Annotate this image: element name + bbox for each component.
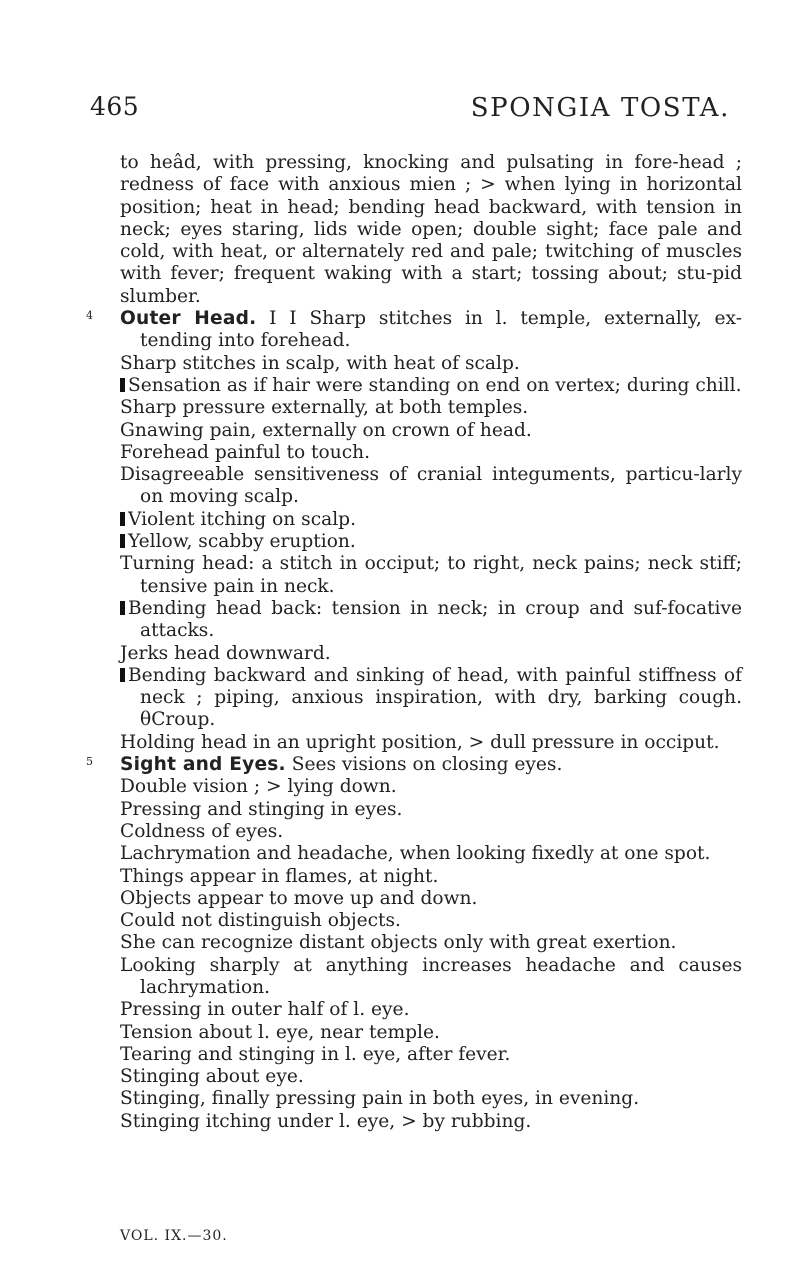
- text-paragraph: [120, 866, 742, 888]
- section-heading: Outer Head.: [120, 308, 257, 330]
- paragraph-text: Gnawing pain, externally on crown of head.: [120, 419, 532, 441]
- paragraph-text: Yellow, scabby eruption.: [128, 531, 356, 553]
- rubric-mark: I I: [269, 308, 297, 330]
- text-paragraph: [120, 1066, 742, 1088]
- emphasis-bar-icon: [120, 378, 125, 392]
- paragraph-text: Violent itching on scalp.: [128, 508, 356, 530]
- running-title: SPONGIA TOSTA.: [470, 93, 730, 123]
- text-paragraph: [120, 553, 742, 598]
- page-number: 465: [90, 92, 140, 121]
- text-paragraph: [120, 932, 742, 954]
- text-paragraph: [120, 821, 742, 843]
- emphasis-bar-icon: [120, 534, 125, 548]
- section-paragraph: 4 Outer Head. I I Sharp stitches in l. temple, externally, ex-tending into forehead.: [86, 308, 742, 352]
- paragraph-text: Bending head back: tension in neck; in croup and suf-focative attacks.: [128, 597, 742, 642]
- paragraph-text: Sensation as if hair were standing on end on vertex; during chill.: [128, 374, 742, 396]
- text-paragraph: [120, 776, 742, 798]
- text-paragraph: [120, 999, 742, 1021]
- paragraph-text: Could not distinguish objects.: [120, 910, 401, 932]
- paragraph-text: Forehead painful to touch.: [120, 441, 370, 463]
- emphasis-bar-icon: [120, 512, 125, 526]
- text-paragraph: [120, 665, 742, 732]
- text-paragraph: [120, 1111, 742, 1133]
- paragraph-text: Turning head: a stitch in occiput; to right, neck pains; neck stiff; tensive pain in neck.: [120, 553, 742, 597]
- text-paragraph: [120, 397, 742, 419]
- emphasis-bar-icon: [120, 668, 125, 682]
- text-paragraph: [120, 442, 742, 464]
- text-paragraph: [120, 1088, 742, 1110]
- section-heading: Sight and Eyes.: [120, 754, 286, 776]
- paragraph-text: Sharp pressure externally, at both temples.: [120, 397, 529, 419]
- paragraph-text: Lachrymation and headache, when looking fixedly at one spot.: [120, 843, 711, 865]
- text-paragraph: [120, 509, 742, 531]
- paragraph-text: Disagreeable sensitiveness of cranial integuments, particu-larly on moving scalp.: [120, 464, 742, 508]
- paragraph-text: Objects appear to move up and down.: [120, 887, 478, 909]
- text-paragraph: [120, 353, 742, 375]
- text-paragraph: [120, 152, 742, 308]
- text-paragraph: [120, 843, 742, 865]
- running-head: [90, 90, 730, 130]
- paragraph-text: Pressing and stinging in eyes.: [120, 798, 403, 820]
- text-paragraph: [120, 598, 742, 643]
- text-paragraph: [120, 1022, 742, 1044]
- paragraph-text: Tension about l. eye, near temple.: [120, 1021, 440, 1043]
- text-paragraph: [120, 464, 742, 509]
- text-paragraph: [120, 375, 742, 397]
- body-text: [86, 152, 742, 1133]
- paragraph-text: Jerks head downward.: [120, 642, 331, 664]
- text-paragraph: [120, 910, 742, 932]
- paragraph-text: Things appear in flames, at night.: [120, 865, 439, 887]
- emphasis-bar-icon: [120, 601, 125, 615]
- paragraph-text: Double vision ; > lying down.: [120, 776, 397, 798]
- text-paragraph: [120, 420, 742, 442]
- text-paragraph: [120, 643, 742, 665]
- text-paragraph: [120, 732, 742, 754]
- paragraph-text: Tearing and stinging in l. eye, after fever.: [120, 1043, 511, 1065]
- paragraph-text: Holding head in an upright position, > dull pressure in occiput.: [120, 731, 720, 753]
- paragraph-text: Sees visions on closing eyes.: [291, 754, 563, 776]
- paragraph-text: Looking sharply at anything increases headache and causes lachrymation.: [120, 954, 742, 998]
- signature-mark: VOL. IX.—30.: [120, 1228, 228, 1244]
- paragraph-text: Stinging, finally pressing pain in both eyes, in evening.: [120, 1088, 640, 1110]
- text-paragraph: [120, 1044, 742, 1066]
- paragraph-text: Coldness of eyes.: [120, 820, 284, 842]
- paragraph-text: Pressing in outer half of l. eye.: [120, 999, 410, 1021]
- text-paragraph: [120, 799, 742, 821]
- paragraph-text: Sharp stitches in l. temple, externally, ex-tending into forehead.: [140, 308, 742, 352]
- paragraph-text: Bending backward and sinking of head, with painful stiffness of neck ; piping, anxious inspiration, with dry, barking cough. θCroup.: [128, 664, 742, 731]
- paragraph-text: Stinging about eye.: [120, 1066, 304, 1088]
- text-paragraph: [120, 531, 742, 553]
- text-paragraph: [120, 955, 742, 1000]
- paragraph-text: Stinging itching under l. eye, > by rubbing.: [120, 1110, 532, 1132]
- paragraph-text: Sharp stitches in scalp, with heat of scalp.: [120, 352, 520, 374]
- section-paragraph: 5 Sight and Eyes. Sees visions on closing eyes.: [86, 754, 563, 776]
- paragraph-text: She can recognize distant objects only with great exertion.: [120, 932, 677, 954]
- paragraph-text: to heâd, with pressing, knocking and pulsating in fore-head ; redness of face with anxious mien ; > when lying in horizontal position; heat in head; bending head backward, with tension in neck; eyes staring, lids wide open; double sight; face pale and cold, with heat, or alternately red and pale; twitching of muscles with fever; frequent waking with a start; tossing about; stu-pid slumber.: [120, 152, 742, 307]
- text-paragraph: [120, 888, 742, 910]
